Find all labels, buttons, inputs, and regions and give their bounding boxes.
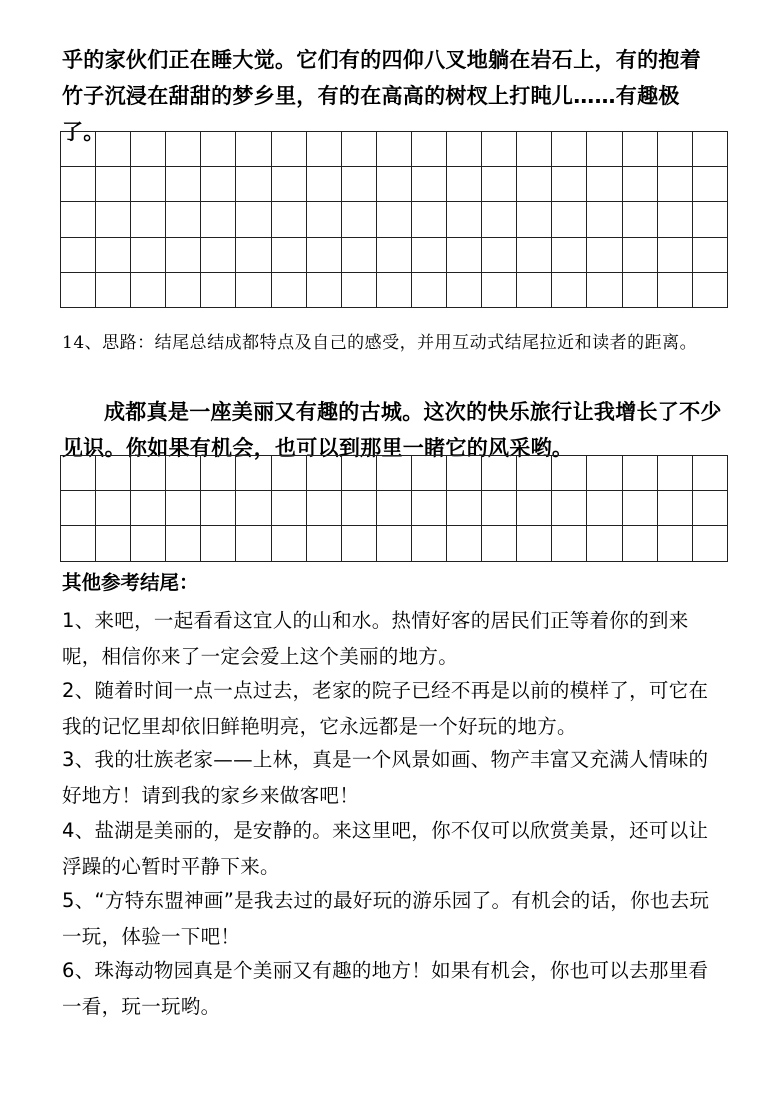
grid-cell (341, 272, 376, 307)
grid-cell (552, 491, 587, 526)
grid-cell (622, 237, 657, 272)
grid-cell (587, 237, 622, 272)
grid-cell (271, 132, 306, 167)
grid-row (61, 202, 728, 237)
grid-cell (692, 167, 727, 202)
grid-cell (622, 526, 657, 561)
grid-cell (166, 272, 201, 307)
grid-cell (341, 456, 376, 491)
grid-row (61, 456, 728, 491)
grid-cell (411, 167, 446, 202)
grid-cell (201, 491, 236, 526)
grid-cell (517, 132, 552, 167)
writing-grid-2 (60, 455, 728, 562)
grid-cell (517, 456, 552, 491)
grid-cell (622, 202, 657, 237)
grid-cell (622, 132, 657, 167)
grid-cell (376, 202, 411, 237)
grid-cell (306, 202, 341, 237)
grid-cell (552, 237, 587, 272)
grid-cell (341, 491, 376, 526)
grid-cell (61, 456, 96, 491)
grid-cell (552, 202, 587, 237)
grid-cell (622, 272, 657, 307)
grid-cell (411, 202, 446, 237)
grid-cell (657, 132, 692, 167)
other-endings-heading: 其他参考结尾： (62, 571, 199, 594)
grid-cell (552, 456, 587, 491)
grid-cell (96, 167, 131, 202)
grid-cell (376, 167, 411, 202)
grid-cell (201, 237, 236, 272)
grid-cell (201, 132, 236, 167)
grid-cell (482, 272, 517, 307)
grid-cell (61, 272, 96, 307)
grid-cell (131, 167, 166, 202)
grid-cell (587, 202, 622, 237)
grid-cell (271, 456, 306, 491)
grid-cell (306, 237, 341, 272)
grid-cell (61, 237, 96, 272)
grid-row (61, 167, 728, 202)
grid-cell (376, 237, 411, 272)
grid-cell (517, 491, 552, 526)
grid-cell (236, 491, 271, 526)
grid-cell (236, 167, 271, 202)
grid-row (61, 526, 728, 561)
ending-item-6: 6、珠海动物园真是个美丽又有趣的地方！如果有机会，你也可以去那里看一看，玩一玩哟。 (62, 959, 709, 1018)
grid-cell (587, 456, 622, 491)
grid-cell (482, 237, 517, 272)
grid-cell (482, 491, 517, 526)
grid-cell (201, 202, 236, 237)
grid-cell (166, 202, 201, 237)
grid-cell (376, 272, 411, 307)
grid-cell (587, 526, 622, 561)
grid-cell (376, 456, 411, 491)
grid-cell (657, 202, 692, 237)
grid-cell (657, 491, 692, 526)
grid-cell (201, 272, 236, 307)
grid-cell (96, 272, 131, 307)
grid-cell (166, 456, 201, 491)
grid-cell (271, 272, 306, 307)
grid-cell (411, 526, 446, 561)
grid-cell (131, 237, 166, 272)
grid-cell (622, 167, 657, 202)
grid-cell (587, 491, 622, 526)
grid-cell (482, 202, 517, 237)
grid-cell (376, 526, 411, 561)
grid-cell (411, 456, 446, 491)
grid-cell (692, 272, 727, 307)
ending-item-4: 4、盐湖是美丽的，是安静的。来这里吧，你不仅可以欣赏美景，还可以让浮躁的心暂时平静下来。 (62, 819, 709, 878)
grid-cell (131, 202, 166, 237)
ending-item-2: 2、随着时间一点一点过去，老家的院子已经不再是以前的模样了，可它在我的记忆里却依旧鲜艳明亮，它永远都是一个好玩的地方。 (62, 679, 709, 738)
grid-row (61, 237, 728, 272)
grid-cell (517, 272, 552, 307)
grid-cell (482, 526, 517, 561)
grid-cell (657, 456, 692, 491)
grid-cell (306, 526, 341, 561)
grid-cell (236, 237, 271, 272)
grid-cell (482, 132, 517, 167)
grid-cell (517, 167, 552, 202)
grid-cell (236, 272, 271, 307)
grid-cell (201, 526, 236, 561)
grid-row (61, 132, 728, 167)
grid-cell (96, 456, 131, 491)
hint-14: 14、思路：结尾总结成都特点及自己的感受，并用互动式结尾拉近和读者的距离。 (62, 333, 698, 353)
grid-cell (96, 237, 131, 272)
grid-cell (692, 456, 727, 491)
grid-cell (166, 237, 201, 272)
grid-cell (447, 237, 482, 272)
grid-cell (447, 202, 482, 237)
grid-cell (271, 167, 306, 202)
grid-cell (166, 491, 201, 526)
grid-cell (236, 526, 271, 561)
grid-cell (166, 167, 201, 202)
ending-item-1: 1、来吧，一起看看这宜人的山和水。热情好客的居民们正等着你的到来呢，相信你来了一定会爱上这个美丽的地方。 (62, 609, 689, 668)
ending-item-5: 5、“方特东盟神画”是我去过的最好玩的游乐园了。有机会的话，你也去玩一玩，体验一下吧！ (62, 889, 710, 948)
grid-cell (96, 526, 131, 561)
grid-cell (657, 237, 692, 272)
grid-cell (552, 132, 587, 167)
example-14: 成都真是一座美丽又有趣的古城。这次的快乐旅行让我增长了不少见识。你如果有机会，也可以到那里一睹它的风采哟。 (62, 400, 722, 460)
grid-cell (482, 456, 517, 491)
grid-cell (692, 132, 727, 167)
grid-cell (482, 167, 517, 202)
grid-cell (341, 132, 376, 167)
grid-cell (692, 526, 727, 561)
grid-cell (517, 202, 552, 237)
grid-cell (376, 491, 411, 526)
grid-cell (236, 132, 271, 167)
grid-cell (96, 132, 131, 167)
grid-cell (447, 132, 482, 167)
grid-cell (61, 491, 96, 526)
grid-cell (376, 132, 411, 167)
grid-cell (411, 132, 446, 167)
grid-cell (131, 491, 166, 526)
grid-cell (61, 526, 96, 561)
grid-cell (622, 456, 657, 491)
grid-cell (341, 237, 376, 272)
grid-cell (692, 491, 727, 526)
ending-item-3: 3、我的壮族老家——上林，真是一个风景如画、物产丰富又充满人情味的好地方！请到我的家乡来做客吧！ (62, 748, 709, 807)
grid-cell (341, 526, 376, 561)
grid-cell (447, 526, 482, 561)
grid-row (61, 272, 728, 307)
grid-cell (236, 456, 271, 491)
grid-cell (552, 167, 587, 202)
grid-cell (411, 272, 446, 307)
grid-cell (131, 132, 166, 167)
grid-cell (447, 167, 482, 202)
grid-cell (622, 491, 657, 526)
grid-cell (411, 237, 446, 272)
grid-cell (131, 272, 166, 307)
grid-cell (657, 526, 692, 561)
grid-cell (131, 526, 166, 561)
grid-cell (411, 491, 446, 526)
grid-cell (131, 456, 166, 491)
grid-cell (447, 456, 482, 491)
grid-cell (692, 237, 727, 272)
grid-cell (587, 167, 622, 202)
grid-cell (552, 526, 587, 561)
grid-cell (447, 272, 482, 307)
grid-cell (96, 202, 131, 237)
grid-cell (692, 202, 727, 237)
grid-cell (271, 526, 306, 561)
grid-cell (306, 456, 341, 491)
grid-cell (587, 272, 622, 307)
grid-cell (552, 272, 587, 307)
grid-cell (166, 526, 201, 561)
grid-cell (61, 167, 96, 202)
top-excerpt: 乎的家伙们正在睡大觉。它们有的四仰八叉地躺在岩石上，有的抱着竹子沉浸在甜甜的梦乡里，有的在高高的树杈上打盹儿……有趣极了。 (62, 48, 701, 144)
grid-cell (657, 272, 692, 307)
writing-grid-1 (60, 131, 728, 308)
grid-cell (447, 491, 482, 526)
grid-cell (236, 202, 271, 237)
grid-cell (61, 202, 96, 237)
grid-cell (306, 167, 341, 202)
grid-cell (271, 491, 306, 526)
grid-cell (166, 132, 201, 167)
grid-cell (271, 202, 306, 237)
grid-cell (96, 491, 131, 526)
grid-cell (201, 456, 236, 491)
grid-cell (201, 167, 236, 202)
grid-cell (341, 167, 376, 202)
grid-cell (61, 132, 96, 167)
grid-cell (306, 132, 341, 167)
grid-cell (657, 167, 692, 202)
grid-cell (517, 526, 552, 561)
grid-cell (587, 132, 622, 167)
grid-cell (341, 202, 376, 237)
grid-cell (271, 237, 306, 272)
grid-cell (306, 491, 341, 526)
grid-row (61, 491, 728, 526)
grid-cell (517, 237, 552, 272)
grid-cell (306, 272, 341, 307)
